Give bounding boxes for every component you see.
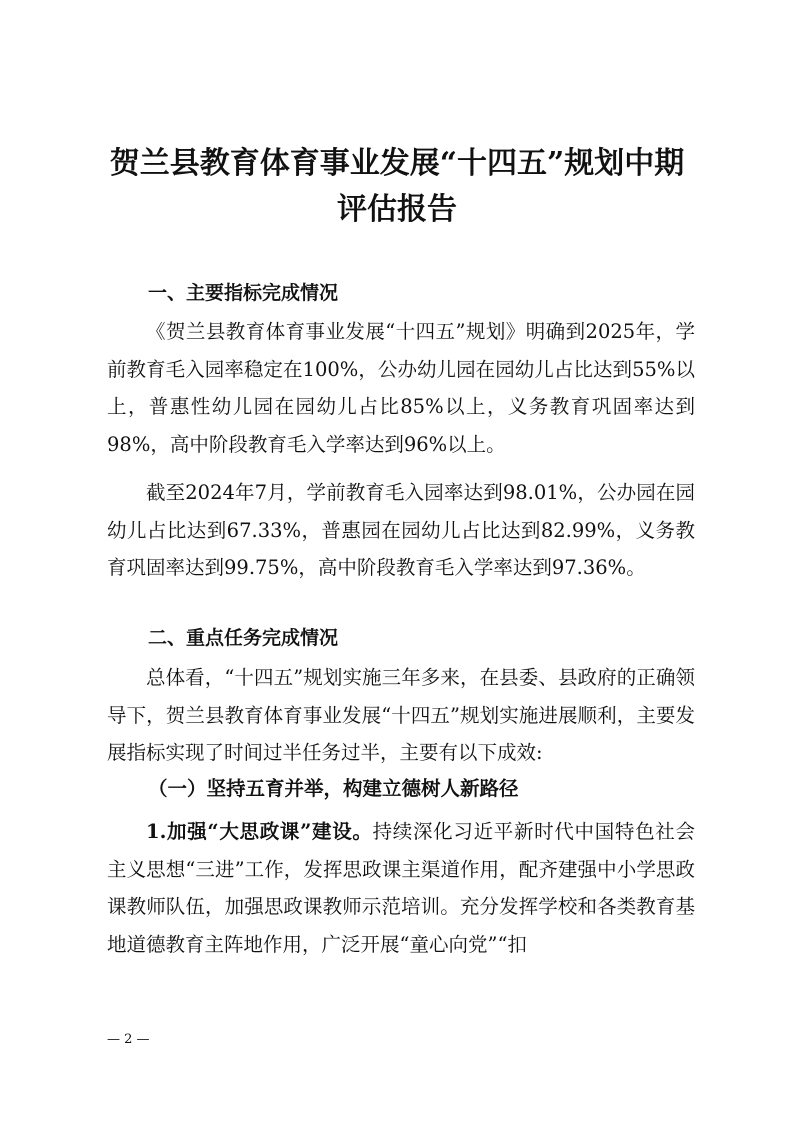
paragraph-overview: 总体看，“十四五”规划实施三年多来，在县委、县政府的正确领导下，贺兰县教育体育事业发展“十四五”规划实施进展顺利，主要发展指标实现了时间过半任务过半，主要有以下成效: [107, 666, 695, 764]
section-heading-indicators: 一、主要指标完成情况 [148, 282, 339, 304]
page-number: — 2 — [107, 1032, 150, 1047]
item-body-text: 持续深化习近平新时代中国特色社会主义思想“三进”工作，发挥思政课主渠道作用，配齐建强中小学思政课教师队伍，加强思政课教师示范培训。充分发挥学校和各类教育基地道德教育主阵地作用，广泛开展“童心向党”“扣 [107, 820, 695, 956]
document-title-line-2: 评估报告 [337, 192, 457, 227]
paragraph-ideological-course [107, 813, 695, 963]
paragraph-current-status: 截至2024年7月，学前教育毛入园率达到98.01%，公办园在园幼儿占比达到67.33%，普惠园在园幼儿占比达到82.99%，义务教育巩固率达到99.75%，高中阶段教育毛入学率达到97.36%。 [107, 481, 695, 579]
section-heading-key-tasks: 二、重点任务完成情况 [148, 627, 339, 649]
document-title-line-1: 贺兰县教育体育事业发展“十四五”规划中期 [109, 146, 685, 181]
item-lead-text: 1.加强“大思政课”建设。 [146, 820, 373, 843]
paragraph-plan-targets: 《贺兰县教育体育事业发展“十四五”规划》明确到2025年，学前教育毛入园率稳定在100%，公办幼儿园在园幼儿占比达到55%以上，普惠性幼儿园在园幼儿占比85%以上，义务教育巩固率达到98%，高中阶段教育毛入学率达到96%以上。 [107, 320, 695, 456]
subsection-heading-moral-education: （一）坚持五育并举，构建立德树人新路径 [148, 777, 519, 800]
